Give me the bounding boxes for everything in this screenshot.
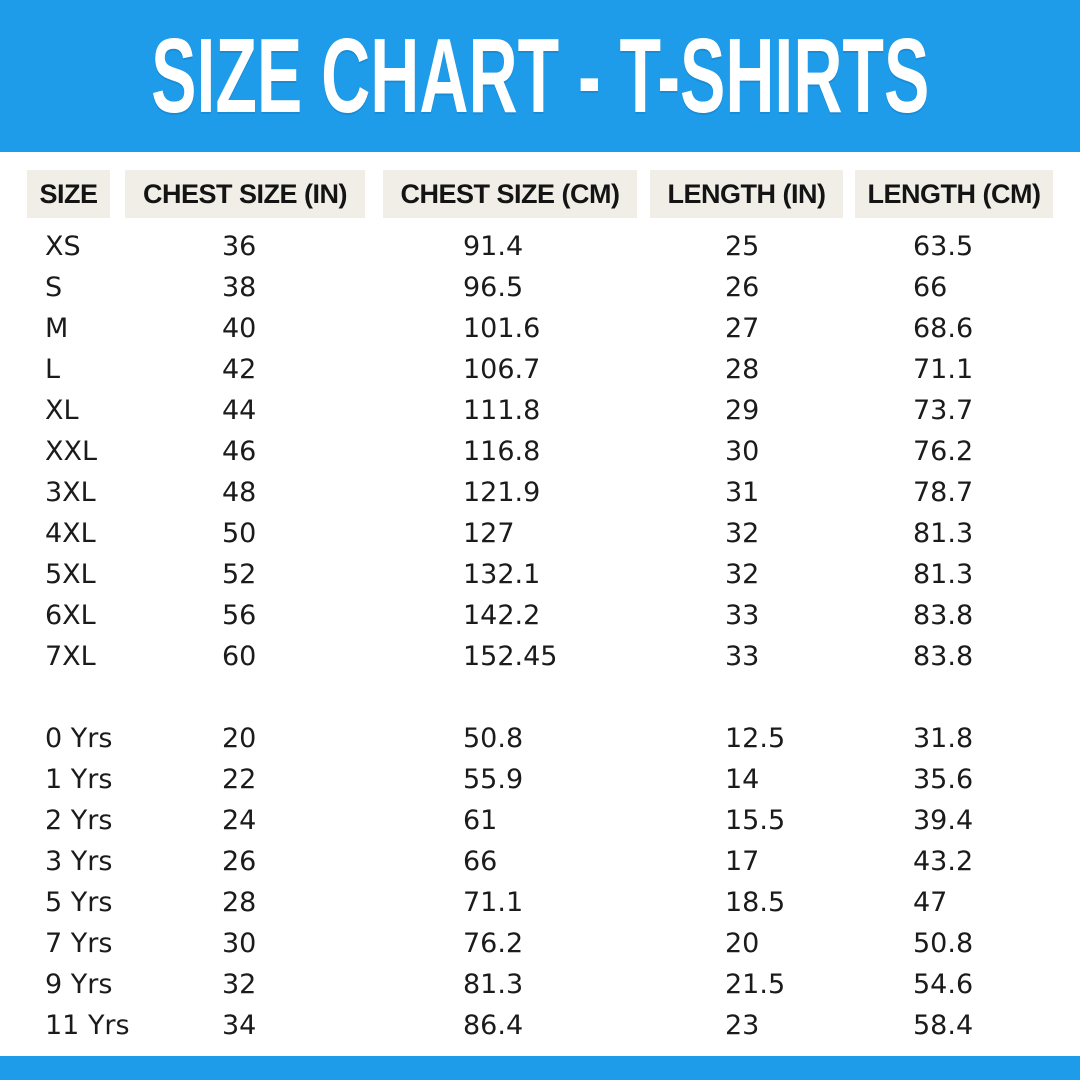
chest-in-cell: 30 bbox=[222, 928, 257, 959]
chest-in-cell: 48 bbox=[222, 477, 257, 508]
chest-cm-cell: 121.9 bbox=[463, 477, 541, 508]
size-cell: 9 Yrs bbox=[45, 969, 113, 1000]
length-cm-cell: 43.2 bbox=[913, 846, 974, 877]
size-cell: 7 Yrs bbox=[45, 928, 113, 959]
length-in-cell: 32 bbox=[725, 559, 760, 590]
size-cell: XL bbox=[45, 395, 79, 426]
chest-cm-cell: 106.7 bbox=[463, 354, 541, 385]
chest-in-cell: 26 bbox=[222, 846, 257, 877]
size-cell: M bbox=[45, 313, 69, 344]
chest-in-cell: 50 bbox=[222, 518, 257, 549]
size-cell: XXL bbox=[45, 436, 98, 467]
table-row bbox=[27, 1005, 1053, 1046]
column-header-length-cm: LENGTH (CM) bbox=[855, 170, 1053, 218]
length-cm-cell: 83.8 bbox=[913, 600, 974, 631]
chest-cm-cell: 66 bbox=[463, 846, 498, 877]
length-cm-cell: 35.6 bbox=[913, 764, 974, 795]
length-cm-cell: 76.2 bbox=[913, 436, 974, 467]
length-in-cell: 20 bbox=[725, 928, 760, 959]
table-row bbox=[27, 513, 1053, 554]
length-cm-cell: 58.4 bbox=[913, 1010, 974, 1041]
table-row bbox=[27, 718, 1053, 759]
size-cell: 1 Yrs bbox=[45, 764, 113, 795]
chest-in-cell: 34 bbox=[222, 1010, 257, 1041]
kids-size-rows bbox=[27, 718, 1053, 1046]
column-header-chest-cm: CHEST SIZE (CM) bbox=[383, 170, 637, 218]
table-row bbox=[27, 841, 1053, 882]
length-cm-cell: 39.4 bbox=[913, 805, 974, 836]
chest-cm-cell: 55.9 bbox=[463, 764, 524, 795]
chest-cm-cell: 50.8 bbox=[463, 723, 524, 754]
chest-cm-cell: 96.5 bbox=[463, 272, 524, 303]
table-row bbox=[27, 554, 1053, 595]
chest-cm-cell: 76.2 bbox=[463, 928, 524, 959]
chest-in-cell: 46 bbox=[222, 436, 257, 467]
length-in-cell: 12.5 bbox=[725, 723, 786, 754]
length-in-cell: 27 bbox=[725, 313, 760, 344]
length-in-cell: 33 bbox=[725, 641, 760, 672]
chest-in-cell: 20 bbox=[222, 723, 257, 754]
table-row bbox=[27, 349, 1053, 390]
length-in-cell: 30 bbox=[725, 436, 760, 467]
chest-cm-cell: 71.1 bbox=[463, 887, 524, 918]
table-row bbox=[27, 636, 1053, 677]
length-in-cell: 14 bbox=[725, 764, 760, 795]
chest-cm-cell: 86.4 bbox=[463, 1010, 524, 1041]
length-cm-cell: 50.8 bbox=[913, 928, 974, 959]
length-in-cell: 15.5 bbox=[725, 805, 786, 836]
length-in-cell: 18.5 bbox=[725, 887, 786, 918]
length-in-cell: 17 bbox=[725, 846, 760, 877]
table-row bbox=[27, 226, 1053, 267]
page-title: SIZE CHART - T-SHIRTS bbox=[150, 16, 930, 135]
size-cell: XS bbox=[45, 231, 81, 262]
length-in-cell: 29 bbox=[725, 395, 760, 426]
size-cell: 11 Yrs bbox=[45, 1010, 130, 1041]
chest-in-cell: 60 bbox=[222, 641, 257, 672]
chest-cm-cell: 152.45 bbox=[463, 641, 558, 672]
chest-in-cell: 56 bbox=[222, 600, 257, 631]
length-cm-cell: 63.5 bbox=[913, 231, 974, 262]
length-in-cell: 28 bbox=[725, 354, 760, 385]
length-cm-cell: 83.8 bbox=[913, 641, 974, 672]
chest-in-cell: 22 bbox=[222, 764, 257, 795]
column-header-chest-in: CHEST SIZE (IN) bbox=[125, 170, 365, 218]
chest-in-cell: 44 bbox=[222, 395, 257, 426]
chest-cm-cell: 61 bbox=[463, 805, 498, 836]
table-row bbox=[27, 759, 1053, 800]
length-in-cell: 33 bbox=[725, 600, 760, 631]
length-cm-cell: 68.6 bbox=[913, 313, 974, 344]
size-cell: 5XL bbox=[45, 559, 96, 590]
chest-cm-cell: 142.2 bbox=[463, 600, 541, 631]
length-in-cell: 26 bbox=[725, 272, 760, 303]
length-cm-cell: 54.6 bbox=[913, 969, 974, 1000]
length-in-cell: 25 bbox=[725, 231, 760, 262]
table-row bbox=[27, 267, 1053, 308]
table-row bbox=[27, 431, 1053, 472]
table-row bbox=[27, 390, 1053, 431]
adult-size-rows bbox=[27, 226, 1053, 677]
length-cm-cell: 47 bbox=[913, 887, 948, 918]
chest-cm-cell: 116.8 bbox=[463, 436, 541, 467]
length-in-cell: 32 bbox=[725, 518, 760, 549]
table-row bbox=[27, 472, 1053, 513]
table-row bbox=[27, 800, 1053, 841]
table-row bbox=[27, 882, 1053, 923]
table-header-row bbox=[27, 170, 1053, 218]
bottom-accent-bar bbox=[0, 1056, 1080, 1080]
chest-in-cell: 36 bbox=[222, 231, 257, 262]
chest-in-cell: 42 bbox=[222, 354, 257, 385]
size-cell: L bbox=[45, 354, 61, 385]
chest-cm-cell: 81.3 bbox=[463, 969, 524, 1000]
size-cell: 3 Yrs bbox=[45, 846, 113, 877]
chest-cm-cell: 91.4 bbox=[463, 231, 524, 262]
length-cm-cell: 71.1 bbox=[913, 354, 974, 385]
chest-in-cell: 32 bbox=[222, 969, 257, 1000]
section-gap bbox=[27, 677, 1053, 718]
chest-cm-cell: 111.8 bbox=[463, 395, 541, 426]
size-cell: S bbox=[45, 272, 63, 303]
length-cm-cell: 31.8 bbox=[913, 723, 974, 754]
size-cell: 5 Yrs bbox=[45, 887, 113, 918]
size-cell: 7XL bbox=[45, 641, 96, 672]
title-banner bbox=[0, 0, 1080, 152]
size-cell: 3XL bbox=[45, 477, 96, 508]
table-row bbox=[27, 308, 1053, 349]
size-cell: 4XL bbox=[45, 518, 96, 549]
length-in-cell: 31 bbox=[725, 477, 760, 508]
size-table bbox=[27, 170, 1053, 1046]
table-row bbox=[27, 964, 1053, 1005]
table-row bbox=[27, 595, 1053, 636]
chest-cm-cell: 132.1 bbox=[463, 559, 541, 590]
chest-in-cell: 28 bbox=[222, 887, 257, 918]
column-header-length-in: LENGTH (IN) bbox=[650, 170, 843, 218]
length-cm-cell: 66 bbox=[913, 272, 948, 303]
length-cm-cell: 78.7 bbox=[913, 477, 974, 508]
length-cm-cell: 81.3 bbox=[913, 559, 974, 590]
chest-cm-cell: 101.6 bbox=[463, 313, 541, 344]
size-cell: 6XL bbox=[45, 600, 96, 631]
length-in-cell: 23 bbox=[725, 1010, 760, 1041]
length-cm-cell: 81.3 bbox=[913, 518, 974, 549]
length-cm-cell: 73.7 bbox=[913, 395, 974, 426]
chest-in-cell: 38 bbox=[222, 272, 257, 303]
size-cell: 2 Yrs bbox=[45, 805, 113, 836]
column-header-size: SIZE bbox=[27, 170, 110, 218]
chest-cm-cell: 127 bbox=[463, 518, 515, 549]
chest-in-cell: 40 bbox=[222, 313, 257, 344]
size-cell: 0 Yrs bbox=[45, 723, 113, 754]
length-in-cell: 21.5 bbox=[725, 969, 786, 1000]
chest-in-cell: 24 bbox=[222, 805, 257, 836]
table-row bbox=[27, 923, 1053, 964]
chest-in-cell: 52 bbox=[222, 559, 257, 590]
